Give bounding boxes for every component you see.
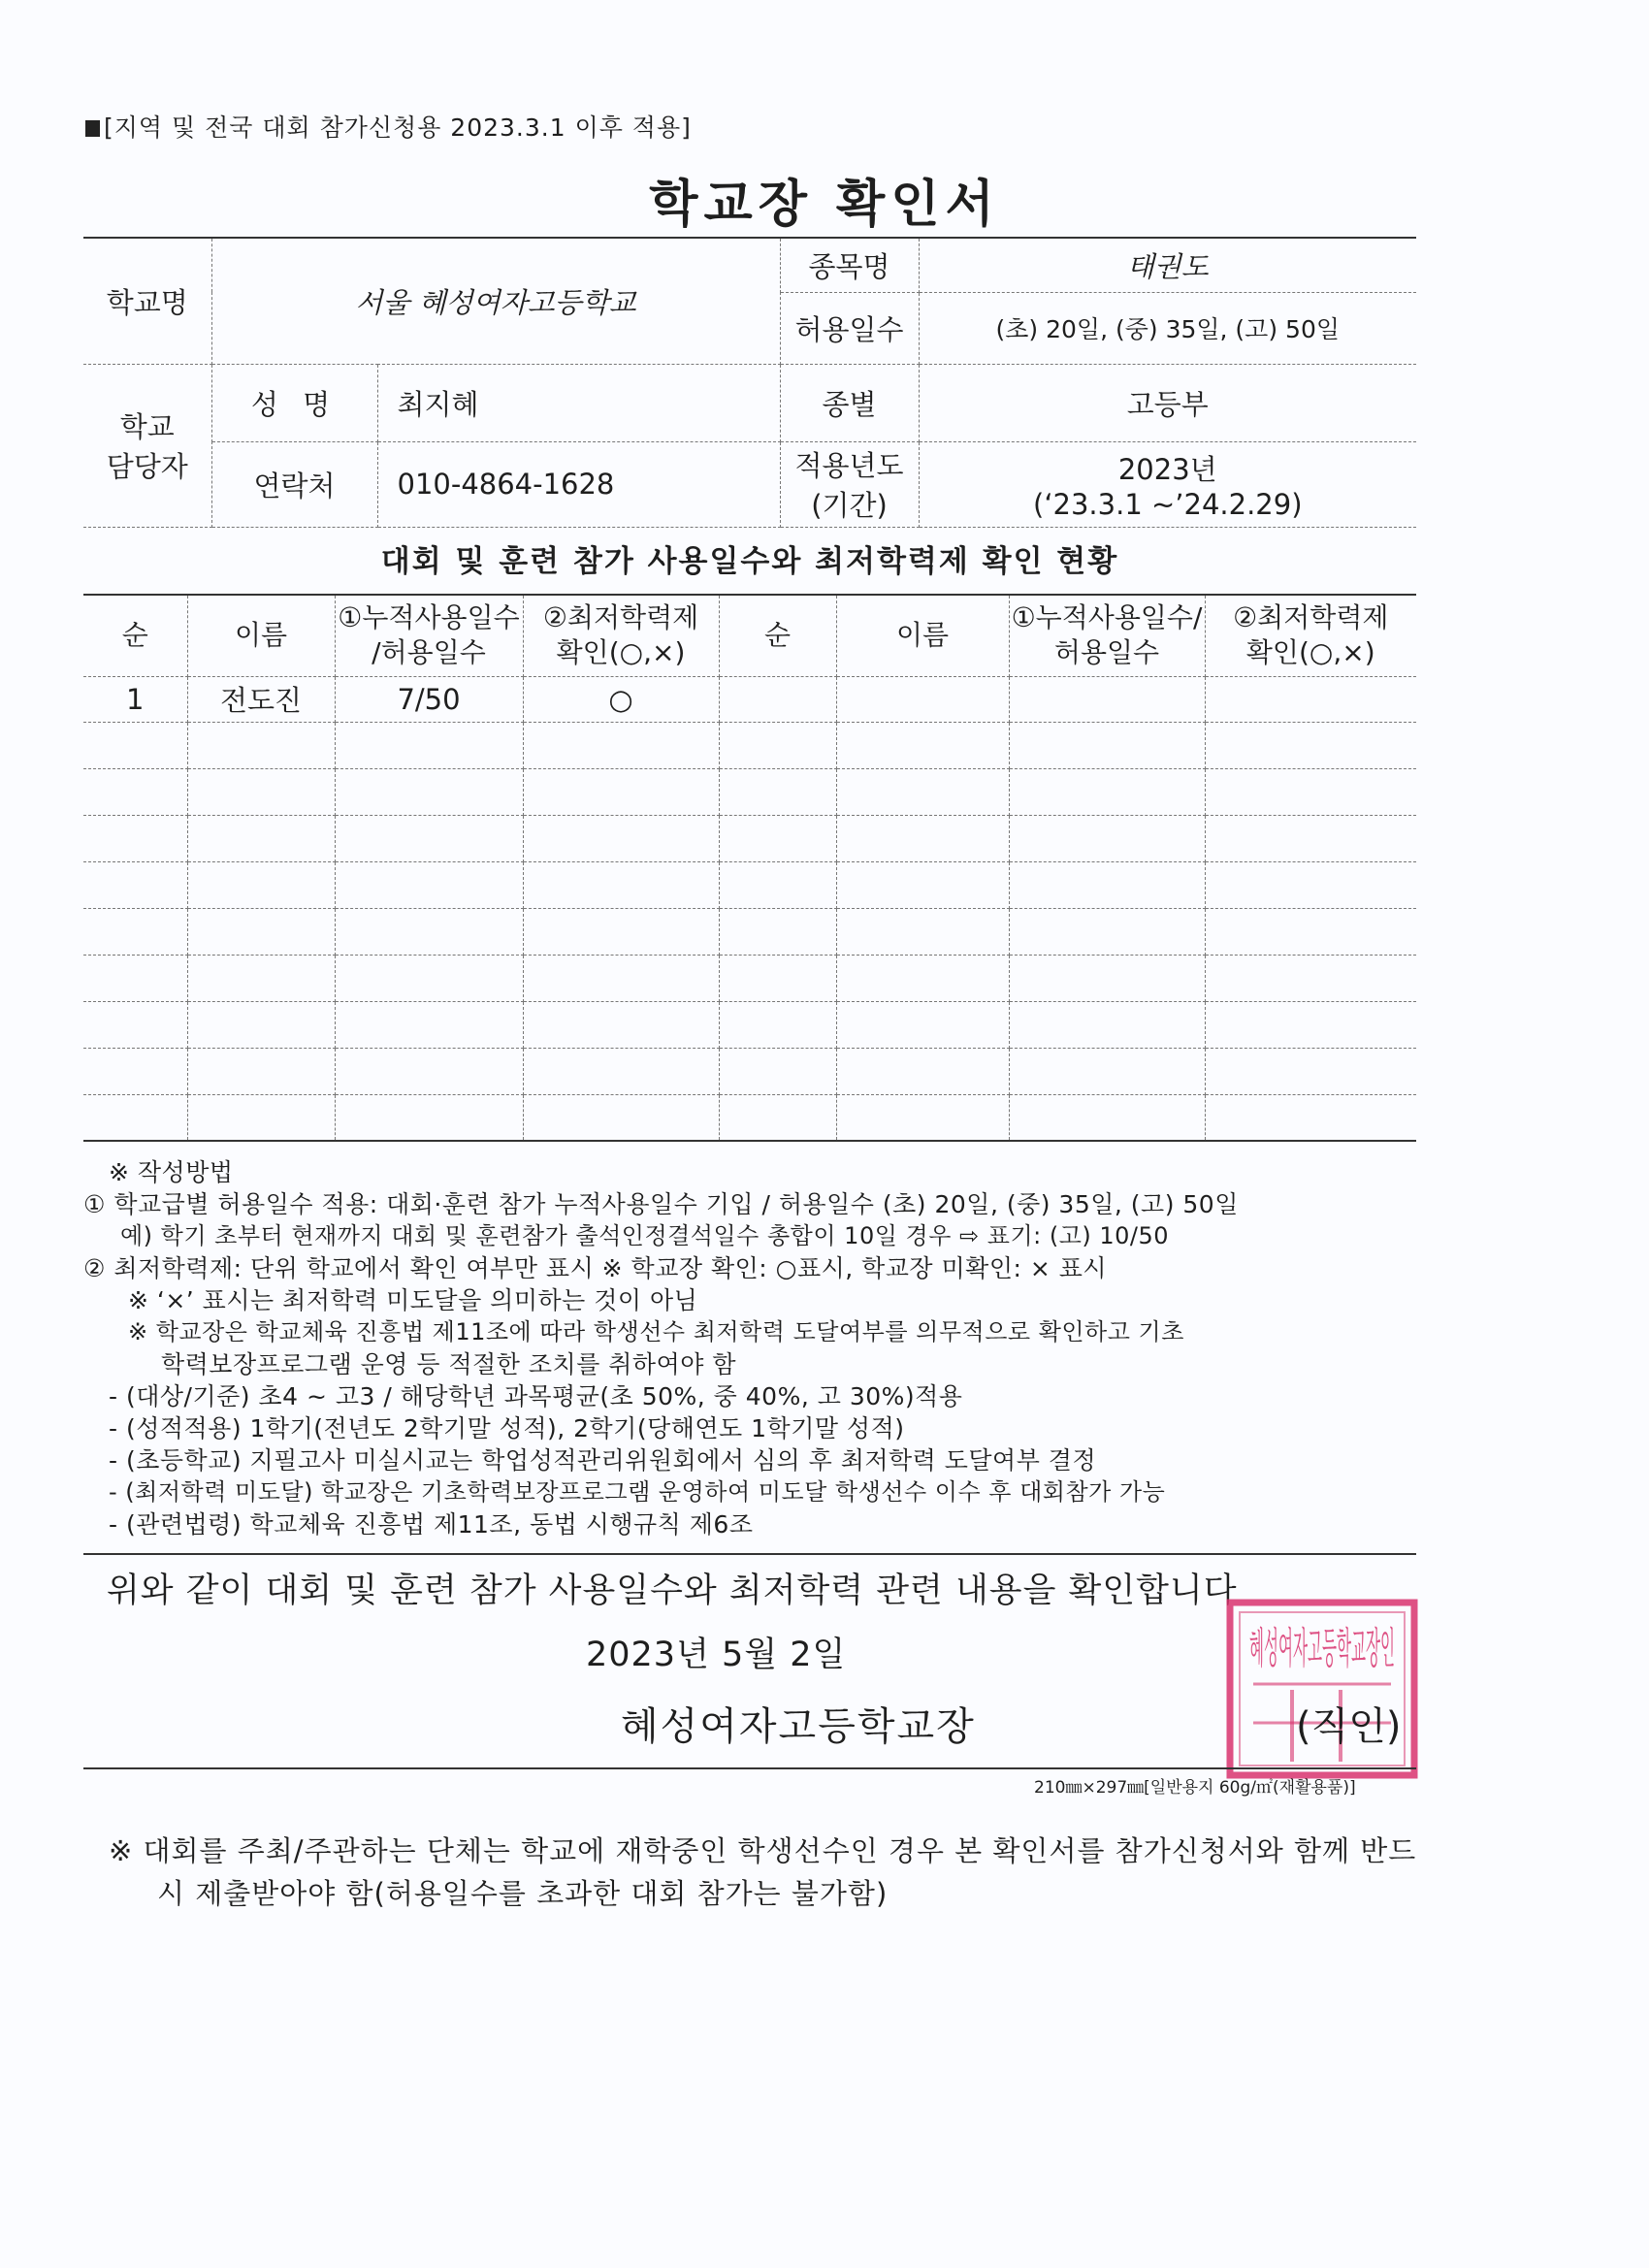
divider-bottom [83, 1767, 1416, 1769]
note-2c: 학력보장프로그램 운영 등 적절한 조치를 취하여야 함 [161, 1350, 736, 1378]
notes-heading: ※ 작성방법 [109, 1158, 234, 1186]
col-min-right: ②최저학력제 확인(○,×) [1205, 595, 1416, 676]
detail-2: - (성적적용) 1학기(전년도 2학기말 성적), 2학기(당해연도 1학기말 성적) [109, 1414, 905, 1442]
table-row [83, 955, 1416, 1001]
row-name: 전도진 [187, 676, 335, 722]
manager-label: 학교 담당자 [83, 364, 211, 527]
year-value: 2023년 (‘23.3.1 ~’24.2.29) [919, 441, 1416, 527]
allowed-label: 허용일수 [780, 292, 919, 364]
section-title: 대회 및 훈련 참가 사용일수와 최저학력제 확인 현황 [380, 544, 1119, 579]
col-name-right: 이름 [836, 595, 1009, 676]
document-title: 학교장 확인서 [649, 176, 1000, 234]
contact-value: 010-4864-1628 [377, 441, 780, 527]
detail-1: - (대상/기준) 초4 ~ 고3 / 해당학년 과목평균(초 50%, 중 40%, 고 30%)적용 [109, 1382, 963, 1410]
paper-spec: 210㎜×297㎜[일반용지 60g/㎡(재활용품)] [1034, 1778, 1356, 1798]
principal-name: 혜성여자고등학교장 [621, 1704, 976, 1749]
issue-date: 2023년 5월 2일 [586, 1636, 847, 1674]
name-label: 성 명 [211, 364, 377, 441]
col-no-right: 순 [719, 595, 836, 676]
info-table [83, 237, 1416, 528]
col-min: ②최저학력제 확인(○,×) [523, 595, 719, 676]
note-2: ② 최저학력제: 단위 학교에서 확인 여부만 표시 ※ 학교장 확인: ○표시, 학교장 미확인: × 표시 [83, 1254, 1108, 1282]
note-1-example: 예) 학기 초부터 현재까지 대회 및 훈련참가 출석인정결석일수 총합이 10일 경우 ⇨ 표기: (고) 10/50 [120, 1222, 1170, 1249]
detail-4: - (최저학력 미도달) 학교장은 기초학력보장프로그램 운영하여 미도달 학생선수 이수 후 대회참가 가능 [109, 1478, 1166, 1506]
note-2b: ※ 학교장은 학교체육 진흥법 제11조에 따라 학생선수 최저학력 도달여부를 의무적으로 확인하고 기초 [128, 1318, 1184, 1345]
status-table [83, 594, 1416, 1142]
detail-5: - (관련법령) 학교체육 진흥법 제11조, 동법 시행규칙 제6조 [109, 1510, 754, 1539]
col-name: 이름 [187, 595, 335, 676]
bottom-note: ※ 대회를 주최/주관하는 단체는 학교에 재학중인 학생선수인 경우 본 확인서를 참가신청서와 함께 반드 시 제출받아야 함(허용일수를 초과한 대회 참가는 불가함) [109, 1834, 1417, 1910]
official-seal-icon [1224, 1597, 1420, 1781]
contact-label: 연락처 [211, 441, 377, 527]
division-label: 종별 [780, 364, 919, 441]
seal-label: (직인) [1296, 1704, 1402, 1749]
confirmation-text: 위와 같이 대회 및 훈련 참가 사용일수와 최저학력 관련 내용을 확인합니다 [107, 1571, 1238, 1610]
note-1: ① 학교급별 허용일수 적용: 대회·훈련 참가 누적사용일수 기입 / 허용일수 (초) 20일, (중) 35일, (고) 50일 [83, 1190, 1239, 1218]
table-row [83, 722, 1416, 768]
col-days-right: ①누적사용일수/ 허용일수 [1009, 595, 1205, 676]
year-label: 적용년도 (기간) [780, 441, 919, 527]
table-row [83, 676, 1416, 722]
division-value: 고등부 [919, 364, 1416, 441]
divider [83, 1553, 1416, 1555]
sport-value: 태권도 [919, 238, 1416, 292]
row-no: 1 [83, 676, 187, 722]
instructions [83, 1156, 1441, 1540]
square-bullet-icon [85, 120, 100, 137]
table-row [83, 861, 1416, 908]
note-2a: ※ ‘×’ 표시는 최저학력 미도달을 의미하는 것이 아님 [128, 1286, 698, 1314]
col-days: ①누적사용일수 /허용일수 [335, 595, 523, 676]
table-row [83, 908, 1416, 955]
table-row [83, 1048, 1416, 1094]
name-value: 최지혜 [377, 364, 780, 441]
table-row [83, 768, 1416, 815]
sport-label: 종목명 [780, 238, 919, 292]
allowed-value: (초) 20일, (중) 35일, (고) 50일 [919, 292, 1416, 364]
seal-text: 혜성여자고등학교장인 [1249, 1624, 1395, 1673]
table-row [83, 1094, 1416, 1141]
top-note: [지역 및 전국 대회 참가신청용 2023.3.1 이후 적용] [85, 109, 692, 144]
row-days: 7/50 [335, 676, 523, 722]
table-row [83, 815, 1416, 861]
row-check: ○ [523, 676, 719, 722]
school-value: 서울 혜성여자고등학교 [211, 238, 780, 364]
table-row [83, 1001, 1416, 1048]
detail-3: - (초등학교) 지필고사 미실시교는 학업성적관리위원회에서 심의 후 최저학력 도달여부 결정 [109, 1446, 1097, 1474]
school-label: 학교명 [83, 238, 211, 364]
col-no: 순 [83, 595, 187, 676]
